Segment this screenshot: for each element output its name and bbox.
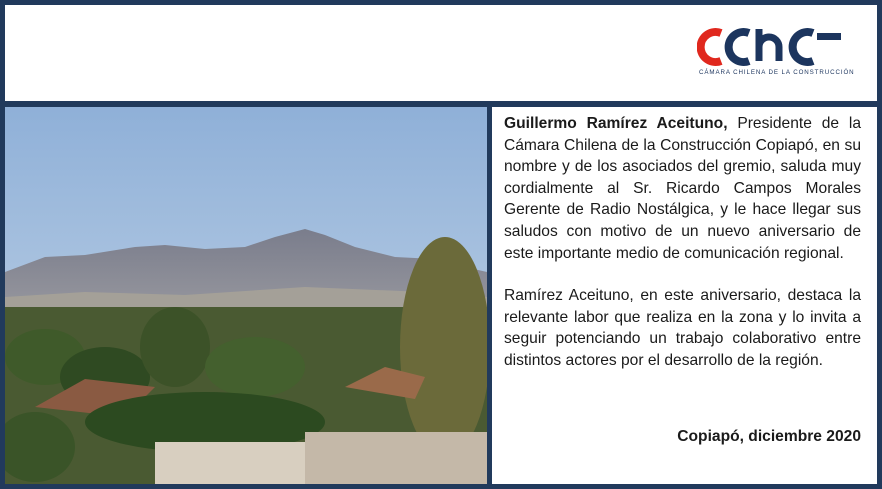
logo-bar (817, 33, 841, 40)
logo-caption: CÁMARA CHILENA DE LA CONSTRUCCIÓN (699, 69, 855, 76)
logo-letter-h (759, 29, 779, 61)
logo-letter-c1 (701, 32, 721, 62)
building (155, 442, 305, 484)
cchc-logo (697, 27, 855, 79)
message-paragraph-2: Ramírez Aceituno, en este aniversario, destaca la relevante labor que realiza en la zona y lo invita a seguir potenciando un trabajo colaborativo entre distintos actores por el desarrollo de la región. (504, 287, 861, 369)
sender-name: Guillermo Ramírez Aceituno, (504, 115, 728, 132)
message-paragraph-1 (504, 113, 861, 264)
paragraph-1-text: Presidente de la Cámara Chilena de la Construcción Copiapó, en su nombre y de los asociados del gremio, saluda muy cordialmente al Sr. Ricardo Campos Morales Gerente de Radio Nostálgica, y le hace llegar sus saludos con motivo de un nuevo aniversario de este importante medio de comunicación regional. (504, 115, 861, 262)
tree (140, 307, 210, 387)
logo-letter-c2 (729, 32, 749, 62)
cchc-logo-mark (697, 27, 847, 67)
signoff: Copiapó, diciembre 2020 (677, 428, 861, 445)
tree (205, 337, 305, 397)
tree (400, 237, 487, 457)
building (305, 432, 487, 484)
message-text (504, 113, 861, 372)
header-banner (5, 5, 877, 101)
logo-letter-c3 (793, 32, 813, 62)
landscape-photo (5, 107, 487, 484)
photo-illustration (5, 107, 487, 484)
message-panel (492, 107, 877, 484)
